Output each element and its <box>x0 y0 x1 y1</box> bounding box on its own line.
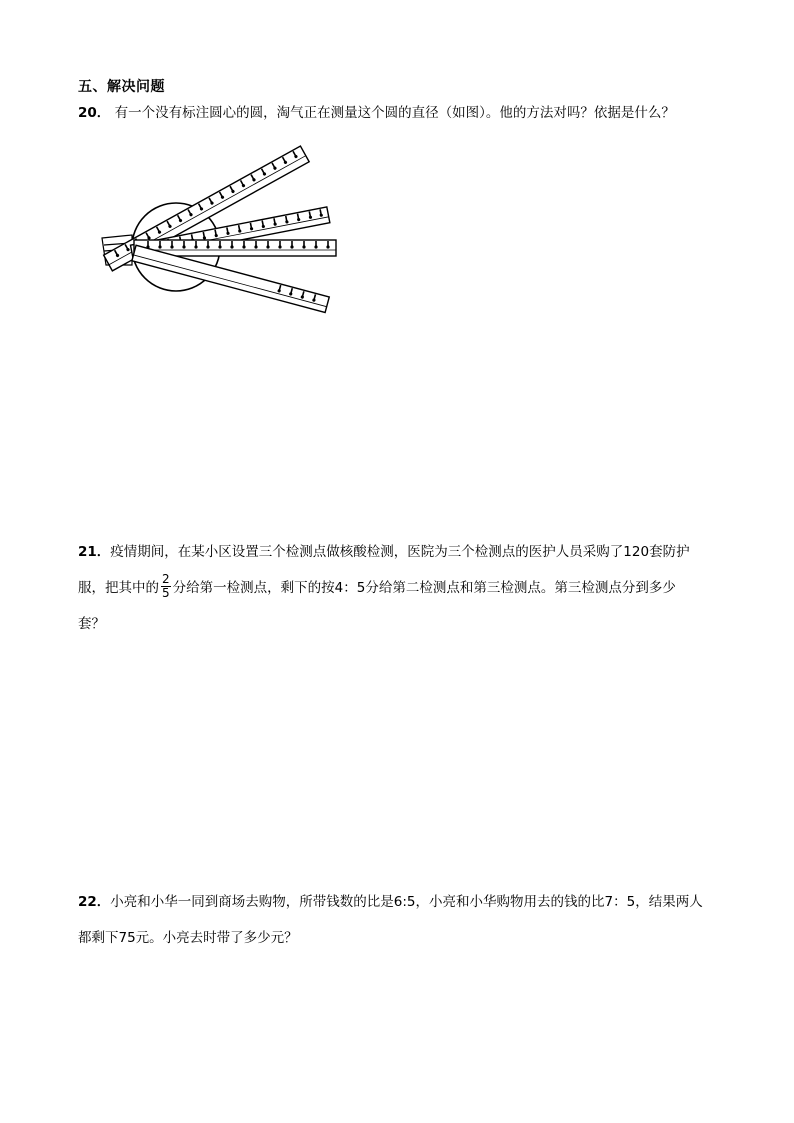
fraction <box>161 573 171 600</box>
question-text-line1: 疫情期间，在某小区设置三个检测点做核酸检测，医院为三个检测点的医护人员采购了120套防护 <box>110 544 690 560</box>
question-text-line2: 都剩下75元。小亮去时带了多少元？ <box>78 930 298 946</box>
question-text: 有一个没有标注圆心的圆，淘气正在测量这个圆的直径（如图）。他的方法对吗？依据是什么？ <box>110 105 675 121</box>
section-title: 五、解决问题 <box>78 79 165 95</box>
question-text-line2-post: 分给第一检测点，剩下的按4：5分给第二检测点和第三检测点。第三检测点分到多少 <box>172 580 676 596</box>
question-number: 22． <box>78 894 111 910</box>
question-number: 21． <box>78 544 111 560</box>
question-number: 20． <box>78 105 111 121</box>
question-22 <box>78 884 758 956</box>
fraction-numerator: 2 <box>162 571 170 586</box>
question-20 <box>78 96 758 130</box>
ruler-circle-figure <box>96 135 346 320</box>
question-text-line2-pre: 服，把其中的 <box>78 580 159 596</box>
question-text-line3: 套？ <box>78 616 105 632</box>
fraction-denominator: 5 <box>162 585 170 600</box>
question-21 <box>78 534 743 642</box>
question-text-line1: 小亮和小华一同到商场去购物，所带钱数的比是6:5，小亮和小华购物用去的钱的比7：5，结果两人 <box>110 894 703 910</box>
